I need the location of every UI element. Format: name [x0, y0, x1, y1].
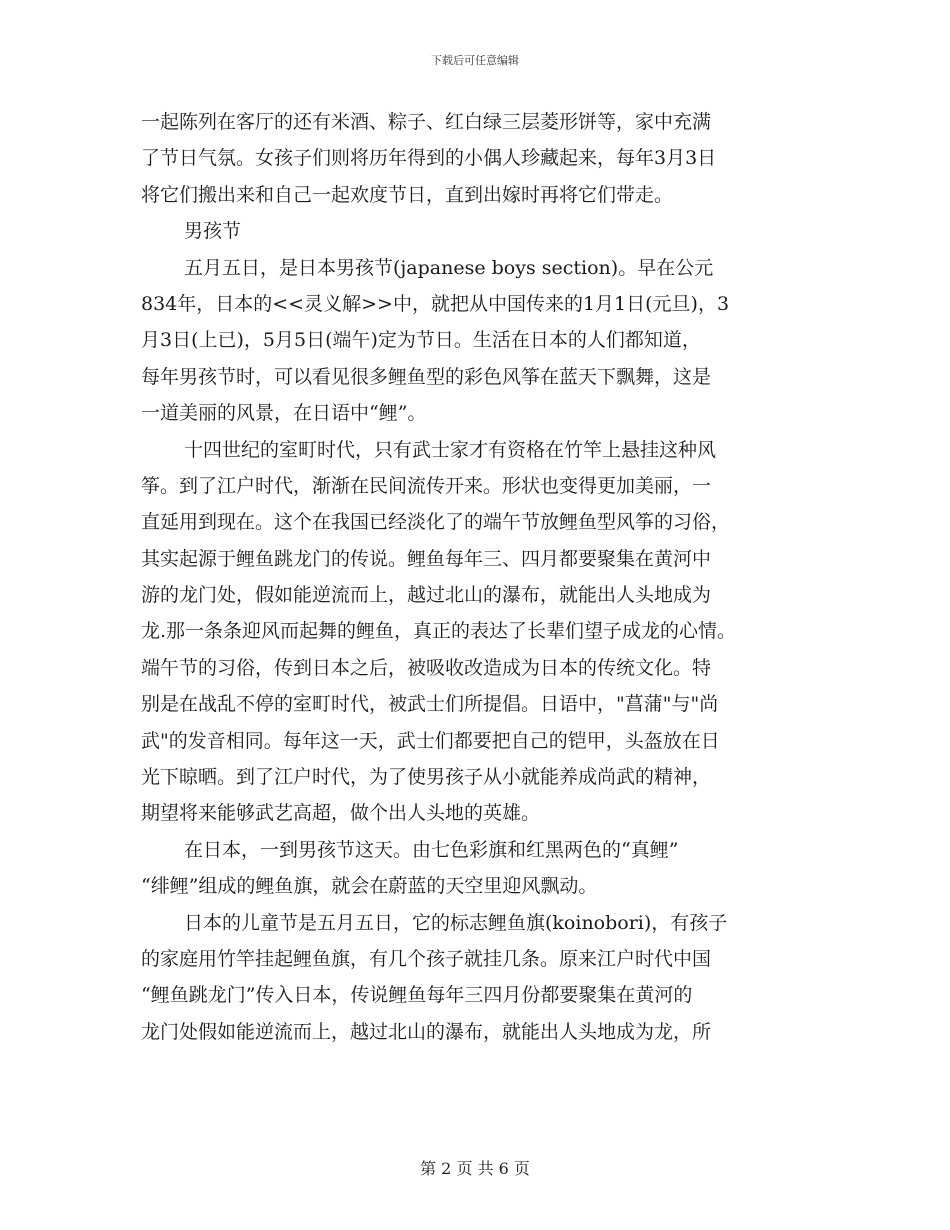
text-line: 龙.那一条条迎风而起舞的鲤鱼，真正的表达了长辈们望子成龙的心情。: [141, 620, 737, 643]
text-line: 的家庭用竹竿挂起鲤鱼旗，有几个孩子就挂几条。原来江户时代中国: [141, 947, 712, 970]
text-line: 一道美丽的风景，在日语中“鲤”。: [141, 402, 427, 425]
text-line: 了节日气氛。女孩子们则将历年得到的小偶人珍藏起来，每年3月3日: [141, 147, 717, 170]
text-line: 其实起源于鲤鱼跳龙门的传说。鲤鱼每年三、四月都要聚集在黄河中: [141, 547, 712, 570]
text-line: 一起陈列在客厅的还有米酒、粽子、红白绿三层菱形饼等，家中充满: [141, 111, 712, 133]
text-line: 月3日(上已)，5月5日(端午)定为节日。生活在日本的人们都知道，: [141, 329, 701, 352]
text-line: 期望将来能够武艺高超，做个出人头地的英雄。: [141, 802, 541, 825]
text-line: 直延用到现在。这个在我国已经淡化了的端午节放鲤鱼型风筝的习俗，: [141, 511, 731, 534]
text-line: 将它们搬出来和自己一起欢度节日，直到出嫁时再将它们带走。: [141, 183, 674, 206]
text-line: 游的龙门处，假如能逆流而上，越过北山的瀑布，就能出人头地成为: [141, 584, 712, 607]
text-line: 筝。到了江户时代，渐渐在民间流传开来。形状也变得更加美丽，一: [141, 474, 712, 497]
text-line: 龙门处假如能逆流而上，越过北山的瀑布，就能出人头地成为龙，所: [141, 1020, 712, 1043]
text-line: 光下晾晒。到了江户时代，为了使男孩子从小就能养成尚武的精神，: [141, 766, 712, 789]
body-text: [141, 104, 831, 1050]
text-line: 别是在战乱不停的室町时代，被武士们所提倡。日语中，"菖蒲"与"尚: [141, 693, 719, 716]
text-line: 834年，日本的<<灵义解>>中，就把从中国传来的1月1日(元旦)，3: [141, 292, 730, 315]
text-line: 端午节的习俗，传到日本之后，被吸收改造成为日本的传统文化。特: [141, 656, 712, 679]
text-line: “绯鲤”组成的鲤鱼旗，就会在蔚蓝的天空里迎风飘动。: [141, 875, 598, 898]
text-line: 武"的发音相同。每年这一天，武士们都要把自己的铠甲，头盔放在日: [141, 729, 720, 752]
page-header: 下载后可任意编辑: [431, 54, 519, 67]
text-line: “鲤鱼跳龙门”传入日本，传说鲤鱼每年三四月份都要聚集在黄河的: [141, 984, 693, 1007]
text-line: 在日本，一到男孩节这天。由七色彩旗和红黑两色的“真鲤”: [184, 838, 679, 861]
text-line: 每年男孩节时，可以看见很多鲤鱼型的彩色风筝在蓝天下飘舞，这是: [141, 365, 712, 388]
text-line: 五月五日，是日本男孩节(japanese boys section)。早在公元: [184, 256, 714, 279]
text-line: 十四世纪的室町时代，只有武士家才有资格在竹竿上悬挂这种风: [184, 438, 717, 461]
text-line: 日本的儿童节是五月五日，它的标志鲤鱼旗(koinobori)，有孩子: [184, 911, 728, 934]
text-line: 男孩节: [184, 220, 242, 243]
page-footer: 第 2 页 共 6 页: [420, 1159, 530, 1178]
